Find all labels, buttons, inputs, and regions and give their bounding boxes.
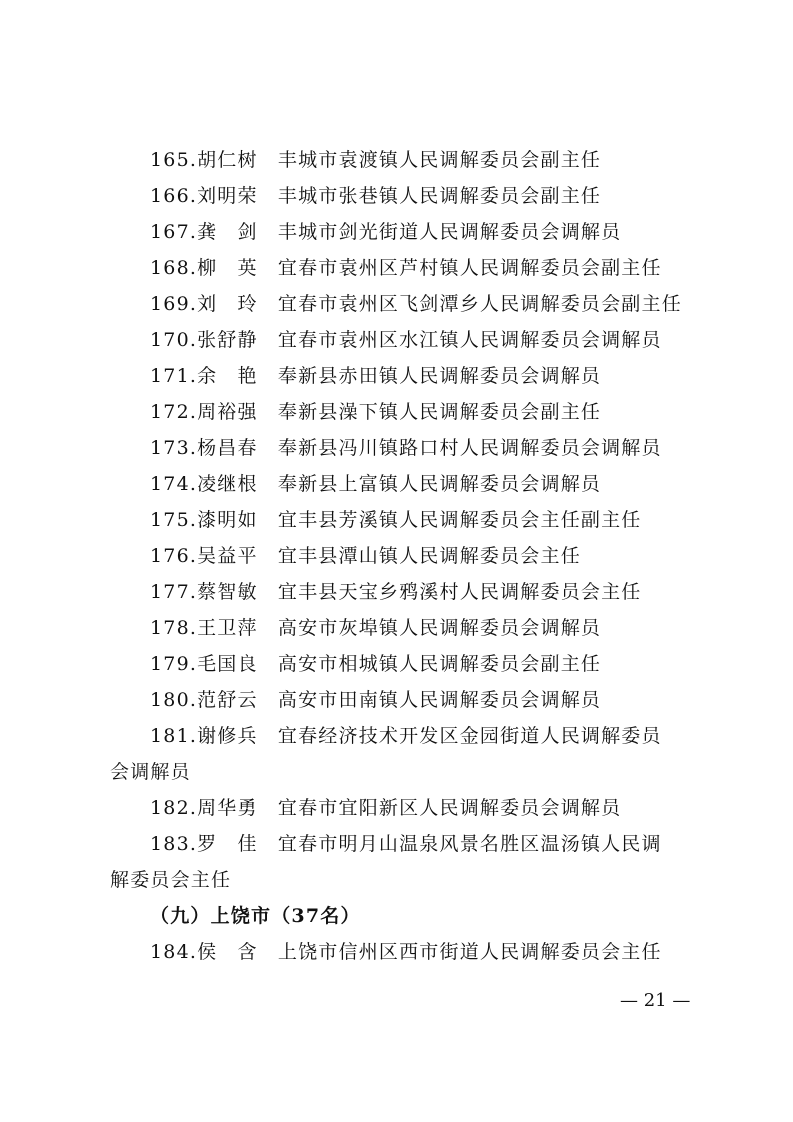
list-item: 165.胡仁树 丰城市袁渡镇人民调解委员会副主任 (150, 149, 602, 171)
list-item-183-continued: 解委员会主任 (110, 869, 232, 891)
section-heading: （九）上饶市（37名） (150, 905, 361, 927)
list-item-182: 182.周华勇 宜春市宜阳新区人民调解委员会调解员 (150, 797, 622, 819)
list-item: 171.余 艳 奉新县赤田镇人民调解委员会调解员 (150, 365, 602, 387)
list-item-184: 184.侯 含 上饶市信州区西市街道人民调解委员会主任 (150, 941, 662, 963)
list-item: 179.毛国良 高安市相城镇人民调解委员会副主任 (150, 653, 602, 675)
list-item: 173.杨昌春 奉新县冯川镇路口村人民调解委员会调解员 (150, 437, 662, 459)
list-item: 167.龚 剑 丰城市剑光街道人民调解委员会调解员 (150, 221, 622, 243)
list-item: 172.周裕强 奉新县澡下镇人民调解委员会副主任 (150, 401, 602, 423)
list-item: 176.吴益平 宜丰县潭山镇人民调解委员会主任 (150, 545, 581, 567)
list-item: 166.刘明荣 丰城市张巷镇人民调解委员会副主任 (150, 185, 602, 207)
list-item: 178.王卫萍 高安市灰埠镇人民调解委员会调解员 (150, 617, 602, 639)
document-body (0, 142, 793, 970)
list-item-181-continued: 会调解员 (110, 761, 191, 783)
list-item: 177.蔡智敏 宜丰县天宝乡鸦溪村人民调解委员会主任 (150, 581, 642, 603)
list-item: 170.张舒静 宜春市袁州区水江镇人民调解委员会调解员 (150, 329, 662, 351)
list-item-181: 181.谢修兵 宜春经济技术开发区金园街道人民调解委员 (150, 725, 662, 747)
list-item: 169.刘 玲 宜春市袁州区飞剑潭乡人民调解委员会副主任 (150, 293, 682, 315)
list-item-183: 183.罗 佳 宜春市明月山温泉风景名胜区温汤镇人民调 (150, 833, 662, 855)
list-item: 168.柳 英 宜春市袁州区芦村镇人民调解委员会副主任 (150, 257, 662, 279)
list-item: 180.范舒云 高安市田南镇人民调解委员会调解员 (150, 689, 602, 711)
list-item: 175.漆明如 宜丰县芳溪镇人民调解委员会主任副主任 (150, 509, 642, 531)
list-item: 174.凌继根 奉新县上富镇人民调解委员会调解员 (150, 473, 602, 495)
page-number: — 21 — (620, 990, 691, 1011)
